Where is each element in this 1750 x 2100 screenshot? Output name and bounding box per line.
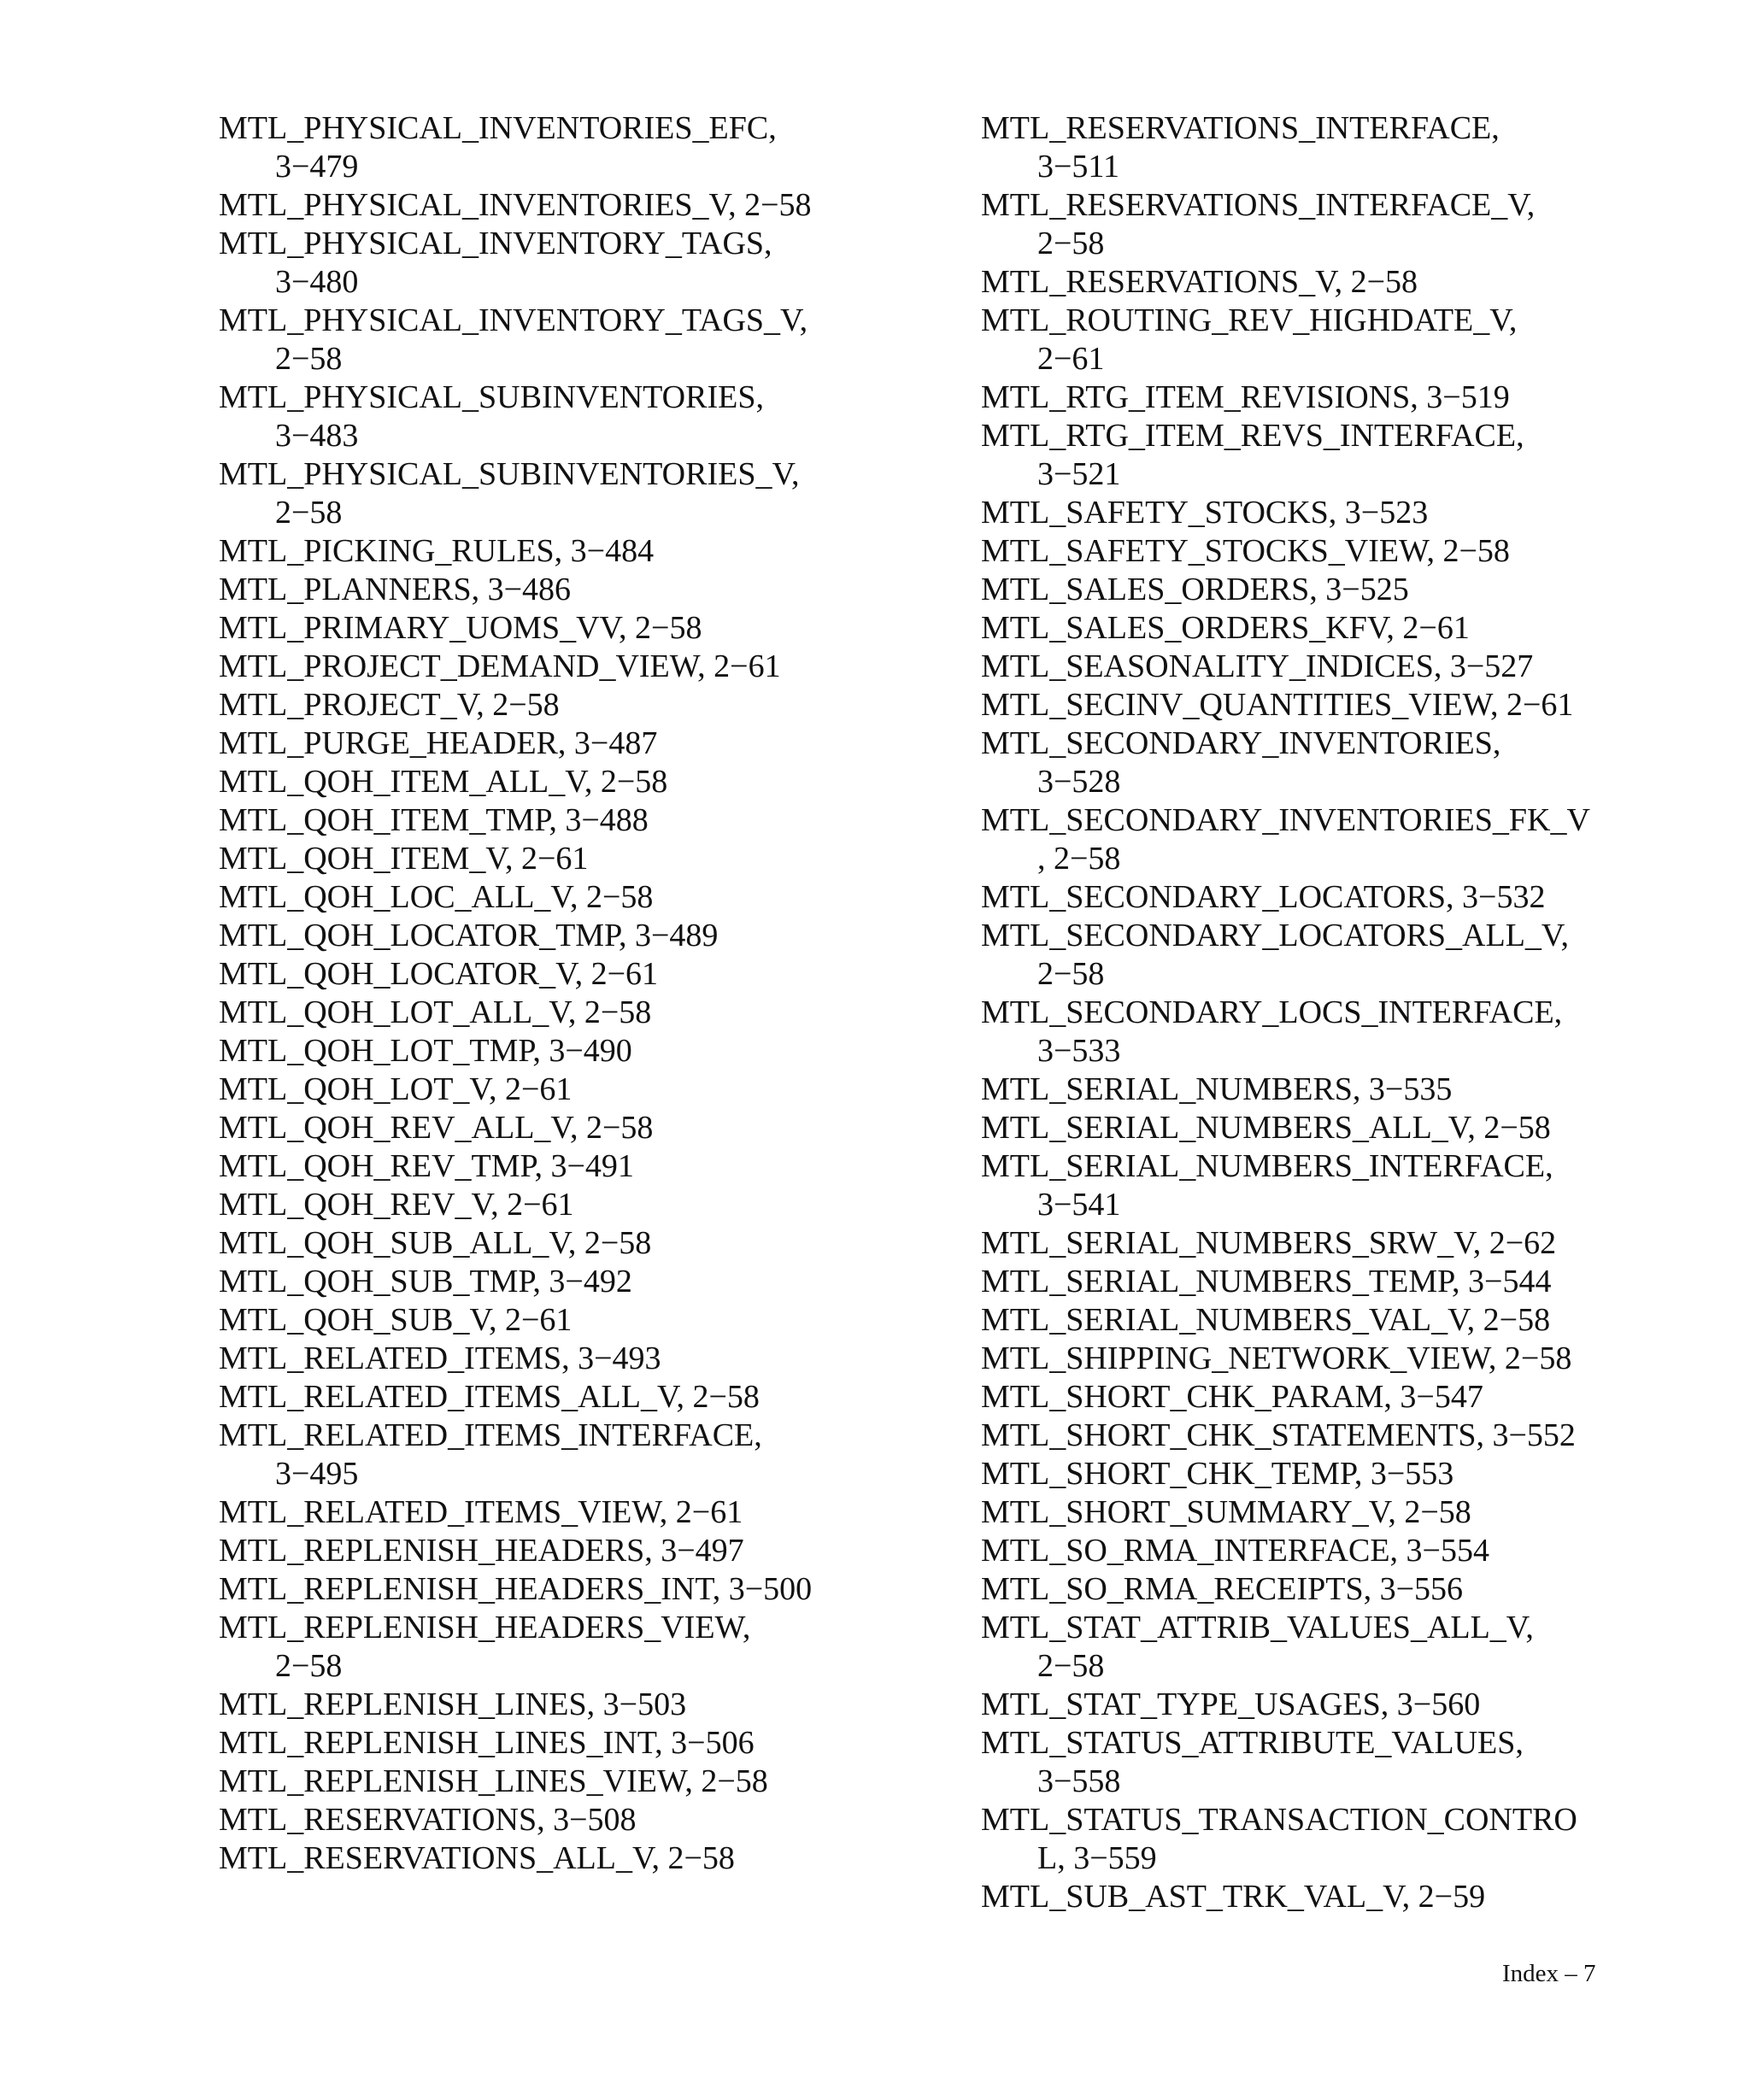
index-entry <box>981 1224 1656 1263</box>
index-entry-text: MTL_PICKING_RULES, 3−484 <box>219 533 655 569</box>
index-entry <box>981 1801 1656 1878</box>
index-entry <box>219 1763 902 1801</box>
index-entry-text: MTL_SAFETY_STOCKS, 3−523 <box>981 495 1429 531</box>
index-entry <box>219 609 902 648</box>
index-column-left <box>219 109 902 1878</box>
index-entry-text: MTL_QOH_REV_TMP, 3−491 <box>219 1148 634 1184</box>
index-entry <box>981 1724 1656 1801</box>
index-entry <box>981 994 1656 1071</box>
index-entry-continuation: 2−58 <box>1037 1648 1105 1684</box>
index-entry-text: MTL_PHYSICAL_SUBINVENTORIES_V, <box>219 456 800 492</box>
index-entry-text: MTL_PROJECT_V, 2−58 <box>219 687 560 723</box>
index-entry-text: MTL_QOH_LOT_TMP, 3−490 <box>219 1033 632 1069</box>
index-entry <box>981 494 1656 532</box>
index-entry-text: MTL_PHYSICAL_INVENTORY_TAGS_V, <box>219 302 808 338</box>
index-entry <box>981 109 1656 186</box>
index-entry <box>219 994 902 1032</box>
index-entry-text: MTL_SEASONALITY_INDICES, 3−527 <box>981 648 1534 684</box>
index-entry <box>219 109 902 186</box>
index-entry <box>981 648 1656 686</box>
index-entry <box>219 801 902 840</box>
index-entry-text: MTL_SERIAL_NUMBERS_TEMP, 3−544 <box>981 1264 1552 1299</box>
index-entry-text: MTL_REPLENISH_HEADERS, 3−497 <box>219 1533 744 1569</box>
index-entry-text: MTL_SERIAL_NUMBERS, 3−535 <box>981 1071 1453 1107</box>
index-entry-text: MTL_STATUS_ATTRIBUTE_VALUES, <box>981 1725 1524 1761</box>
index-entry-text: MTL_REPLENISH_HEADERS_INT, 3−500 <box>219 1571 813 1607</box>
index-entry-text: MTL_REPLENISH_LINES_VIEW, 2−58 <box>219 1763 768 1799</box>
index-entry <box>981 1609 1656 1686</box>
index-entry-text: MTL_SECINV_QUANTITIES_VIEW, 2−61 <box>981 687 1574 723</box>
index-entry-text: MTL_RESERVATIONS_V, 2−58 <box>981 264 1418 300</box>
index-entry <box>981 724 1656 801</box>
index-entry-text: MTL_REPLENISH_LINES, 3−503 <box>219 1686 687 1722</box>
index-entry-text: MTL_RTG_ITEM_REVISIONS, 3−519 <box>981 379 1510 415</box>
index-entry <box>219 186 902 225</box>
index-entry-text: MTL_SERIAL_NUMBERS_ALL_V, 2−58 <box>981 1110 1551 1146</box>
index-entry <box>219 1839 902 1878</box>
index-entry-text: MTL_SERIAL_NUMBERS_SRW_V, 2−62 <box>981 1225 1557 1261</box>
index-entry-text: MTL_STAT_TYPE_USAGES, 3−560 <box>981 1686 1481 1722</box>
index-entry-text: MTL_RELATED_ITEMS, 3−493 <box>219 1340 661 1376</box>
index-entry-continuation: 2−58 <box>1037 956 1105 992</box>
index-entry-text: MTL_SHORT_SUMMARY_V, 2−58 <box>981 1494 1471 1530</box>
index-entry <box>219 378 902 455</box>
index-entry-text: MTL_QOH_SUB_ALL_V, 2−58 <box>219 1225 652 1261</box>
index-entry-text: MTL_SERIAL_NUMBERS_INTERFACE, <box>981 1148 1553 1184</box>
index-entry-text: MTL_SHORT_CHK_PARAM, 3−547 <box>981 1379 1483 1415</box>
index-entry-continuation: 3−495 <box>275 1456 359 1492</box>
index-entry <box>219 532 902 571</box>
index-entry <box>981 1378 1656 1417</box>
index-entry-text: MTL_QOH_ITEM_V, 2−61 <box>219 841 589 877</box>
index-entry-continuation: 2−58 <box>1037 226 1105 261</box>
page-footer <box>1502 1959 1596 1988</box>
index-entry-text: MTL_SECONDARY_LOCATORS_ALL_V, <box>981 918 1569 953</box>
index-entry-text: MTL_SHIPPING_NETWORK_VIEW, 2−58 <box>981 1340 1572 1376</box>
index-entry-text: MTL_QOH_SUB_V, 2−61 <box>219 1302 573 1338</box>
index-entry-text: MTL_QOH_LOCATOR_V, 2−61 <box>219 956 659 992</box>
index-entry <box>981 1686 1656 1724</box>
index-entry-continuation: 2−58 <box>275 1648 343 1684</box>
index-entry <box>981 1301 1656 1340</box>
index-entry <box>219 302 902 378</box>
index-entry-continuation: 3−541 <box>1037 1187 1121 1223</box>
index-entry <box>219 1417 902 1493</box>
index-entry-continuation: 2−58 <box>275 341 343 377</box>
index-entry-text: MTL_SO_RMA_RECEIPTS, 3−556 <box>981 1571 1464 1607</box>
index-entry <box>219 225 902 302</box>
index-entry-text: MTL_RESERVATIONS_INTERFACE_V, <box>981 187 1536 223</box>
index-entry <box>219 1340 902 1378</box>
index-entry-continuation: 3−480 <box>275 264 359 300</box>
index-entry-continuation: 3−483 <box>275 418 359 454</box>
index-entry-continuation: 3−521 <box>1037 456 1121 492</box>
index-entry <box>219 1224 902 1263</box>
index-entry <box>981 1071 1656 1109</box>
index-entry-text: MTL_SECONDARY_INVENTORIES_FK_V <box>981 802 1590 838</box>
index-entry <box>219 840 902 878</box>
index-entry-continuation: 2−58 <box>275 495 343 531</box>
index-entry-text: MTL_PHYSICAL_INVENTORY_TAGS, <box>219 226 772 261</box>
index-entry <box>219 917 902 955</box>
index-entry-text: MTL_SUB_AST_TRK_VAL_V, 2−59 <box>981 1879 1486 1915</box>
index-entry-text: MTL_REPLENISH_LINES_INT, 3−506 <box>219 1725 755 1761</box>
index-entry-text: MTL_ROUTING_REV_HIGHDATE_V, <box>981 302 1518 338</box>
index-entry <box>981 571 1656 609</box>
index-entry-text: MTL_PRIMARY_UOMS_VV, 2−58 <box>219 610 702 646</box>
index-entry-text: MTL_SALES_ORDERS_KFV, 2−61 <box>981 610 1470 646</box>
index-entry-continuation: , 2−58 <box>1037 841 1121 877</box>
index-entry <box>219 1493 902 1532</box>
index-entry-text: MTL_SO_RMA_INTERFACE, 3−554 <box>981 1533 1489 1569</box>
index-column-right <box>981 109 1656 1916</box>
index-entry-text: MTL_SECONDARY_INVENTORIES, <box>981 725 1501 761</box>
index-entry-continuation: 3−511 <box>1037 149 1120 185</box>
index-entry <box>981 1878 1656 1916</box>
index-entry <box>219 1186 902 1224</box>
index-entry <box>219 1532 902 1570</box>
index-entry <box>981 263 1656 302</box>
index-entry-text: MTL_PURGE_HEADER, 3−487 <box>219 725 658 761</box>
index-entry-text: MTL_PHYSICAL_INVENTORIES_V, 2−58 <box>219 187 812 223</box>
index-entry-text: MTL_PROJECT_DEMAND_VIEW, 2−61 <box>219 648 781 684</box>
index-entry <box>981 801 1656 878</box>
index-entry <box>981 417 1656 494</box>
index-entry <box>219 1109 902 1147</box>
index-entry <box>219 955 902 994</box>
index-entry-text: MTL_PHYSICAL_INVENTORIES_EFC, <box>219 110 777 146</box>
index-entry <box>219 1801 902 1839</box>
index-entry <box>981 878 1656 917</box>
index-entry <box>981 1532 1656 1570</box>
index-entry-continuation: L, 3−559 <box>1037 1840 1157 1876</box>
index-entry <box>981 1570 1656 1609</box>
index-entry-text: MTL_RESERVATIONS, 3−508 <box>219 1802 637 1838</box>
index-entry-text: MTL_RESERVATIONS_ALL_V, 2−58 <box>219 1840 735 1876</box>
index-entry-text: MTL_QOH_ITEM_ALL_V, 2−58 <box>219 764 668 800</box>
index-entry <box>219 1263 902 1301</box>
index-entry <box>219 724 902 763</box>
index-entry <box>219 1301 902 1340</box>
index-entry <box>219 1032 902 1071</box>
index-entry-text: MTL_SECONDARY_LOCATORS, 3−532 <box>981 879 1546 915</box>
index-entry-text: MTL_PHYSICAL_SUBINVENTORIES, <box>219 379 764 415</box>
index-entry <box>981 532 1656 571</box>
index-entry <box>219 1686 902 1724</box>
index-entry <box>981 686 1656 724</box>
index-entry <box>981 1455 1656 1493</box>
index-entry-text: MTL_SHORT_CHK_STATEMENTS, 3−552 <box>981 1417 1576 1453</box>
index-entry-continuation: 3−533 <box>1037 1033 1121 1069</box>
index-entry <box>219 1570 902 1609</box>
index-entry <box>219 571 902 609</box>
index-entry-text: MTL_QOH_LOT_ALL_V, 2−58 <box>219 994 652 1030</box>
index-entry <box>981 1109 1656 1147</box>
index-entry <box>219 686 902 724</box>
index-entry-text: MTL_RELATED_ITEMS_VIEW, 2−61 <box>219 1494 743 1530</box>
index-entry-text: MTL_STATUS_TRANSACTION_CONTRO <box>981 1802 1577 1838</box>
index-entry-text: MTL_PLANNERS, 3−486 <box>219 572 572 607</box>
index-entry <box>219 878 902 917</box>
index-entry <box>981 1263 1656 1301</box>
index-entry-text: MTL_SHORT_CHK_TEMP, 3−553 <box>981 1456 1454 1492</box>
index-entry <box>219 1147 902 1186</box>
index-entry-text: MTL_SERIAL_NUMBERS_VAL_V, 2−58 <box>981 1302 1551 1338</box>
index-entry-text: MTL_SECONDARY_LOCS_INTERFACE, <box>981 994 1563 1030</box>
index-entry-text: MTL_RELATED_ITEMS_INTERFACE, <box>219 1417 762 1453</box>
index-entry <box>981 378 1656 417</box>
index-entry <box>219 1724 902 1763</box>
index-entry-text: MTL_RESERVATIONS_INTERFACE, <box>981 110 1500 146</box>
index-entry <box>219 1378 902 1417</box>
index-entry-text: MTL_QOH_ITEM_TMP, 3−488 <box>219 802 649 838</box>
index-entry <box>981 1147 1656 1224</box>
index-entry-continuation: 3−479 <box>275 149 359 185</box>
index-entry <box>219 455 902 532</box>
index-entry <box>981 1417 1656 1455</box>
index-entry-continuation: 2−61 <box>1037 341 1105 377</box>
index-entry <box>981 917 1656 994</box>
index-entry-continuation: 3−528 <box>1037 764 1121 800</box>
index-entry-text: MTL_SALES_ORDERS, 3−525 <box>981 572 1409 607</box>
index-entry <box>219 763 902 801</box>
index-entry-text: MTL_REPLENISH_HEADERS_VIEW, <box>219 1610 751 1645</box>
index-entry-text: MTL_QOH_REV_V, 2−61 <box>219 1187 574 1223</box>
page-number-label: Index – 7 <box>1502 1960 1596 1987</box>
index-entry-text: MTL_QOH_LOC_ALL_V, 2−58 <box>219 879 654 915</box>
index-entry-text: MTL_QOH_LOT_V, 2−61 <box>219 1071 573 1107</box>
index-entry <box>981 1340 1656 1378</box>
index-entry <box>219 1071 902 1109</box>
index-entry-text: MTL_QOH_SUB_TMP, 3−492 <box>219 1264 632 1299</box>
index-entry <box>981 1493 1656 1532</box>
index-entry <box>981 302 1656 378</box>
index-entry <box>981 186 1656 263</box>
index-entry <box>219 1609 902 1686</box>
index-entry-text: MTL_RELATED_ITEMS_ALL_V, 2−58 <box>219 1379 760 1415</box>
index-entry-text: MTL_STAT_ATTRIB_VALUES_ALL_V, <box>981 1610 1534 1645</box>
index-entry-continuation: 3−558 <box>1037 1763 1121 1799</box>
index-entry <box>219 648 902 686</box>
index-entry-text: MTL_QOH_REV_ALL_V, 2−58 <box>219 1110 654 1146</box>
index-entry <box>981 609 1656 648</box>
index-entry-text: MTL_QOH_LOCATOR_TMP, 3−489 <box>219 918 719 953</box>
index-entry-text: MTL_SAFETY_STOCKS_VIEW, 2−58 <box>981 533 1510 569</box>
index-entry-text: MTL_RTG_ITEM_REVS_INTERFACE, <box>981 418 1524 454</box>
